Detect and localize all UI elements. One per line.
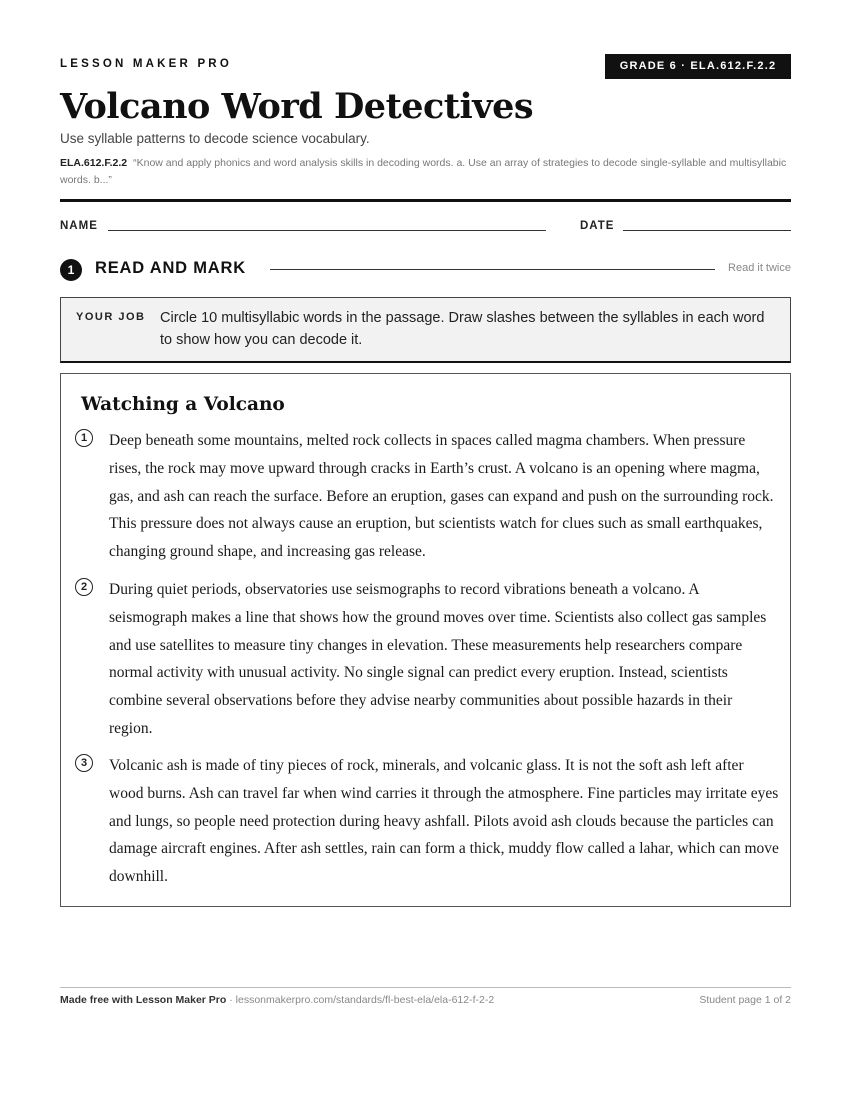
page-title: Volcano Word Detectives [60, 86, 534, 127]
paragraph-number: 2 [75, 578, 93, 596]
page-subtitle: Use syllable patterns to decode science vocabulary. [60, 131, 370, 146]
section-title: READ AND MARK [95, 259, 246, 277]
paragraph-text: Volcanic ash is made of tiny pieces of rock, minerals, and volcanic glass. It is not the soft ash left after wood burns. Ash can travel far when wind carries it through the atmosphere. Fine particles may irritate eyes and lungs, so people need protection during heavy ashfall. Pilots avoid ash clouds because the particles can damage aircraft engines. After ash settles, rain can form a thick, muddy flow called a lahar, which can move downhill. [109, 757, 779, 886]
section-number-badge: 1 [60, 259, 82, 281]
footer-credit: Made free with Lesson Maker Pro · lessonmakerpro.com/standards/fl-best-ela/ela-612-f-2-2 [60, 994, 495, 1006]
passage-title: Watching a Volcano [81, 394, 285, 415]
date-field[interactable] [623, 230, 791, 231]
standard-text: “Know and apply phonics and word analysis skills in decoding words. a. Use an array of strategies to decode single-syllable and multisyllabic words. b...” [60, 157, 787, 186]
section-divider [270, 269, 715, 270]
section-header [60, 258, 791, 280]
standard-description [60, 155, 791, 189]
grade-badge: GRADE 6 · ELA.612.F.2.2 [605, 54, 791, 79]
brand-name: LESSON MAKER PRO [60, 58, 232, 70]
paragraph-number: 1 [75, 429, 93, 447]
paragraph-number: 3 [75, 754, 93, 772]
paragraph-text: During quiet periods, observatories use seismographs to record vibrations beneath a volcano. A seismograph makes a line that shows how the ground moves over time. Scientists also collect gas samples and use satellites to measure tiny changes in elevation. These measurements help researchers compare normal activity with unusual activity. No single signal can predict every eruption. Instead, scientists combine several observations before they advise nearby communities about possible hazards in their region. [109, 581, 767, 737]
standard-code: ELA.612.F.2.2 [60, 157, 128, 169]
date-label: DATE [580, 220, 615, 232]
name-field[interactable] [108, 230, 546, 231]
footer-page-info: Student page 1 of 2 [699, 994, 791, 1006]
worksheet-page [60, 0, 791, 1100]
name-label: NAME [60, 220, 98, 232]
reading-passage [60, 373, 791, 907]
section-note: Read it twice [728, 262, 791, 274]
name-date-row [60, 219, 791, 235]
footer-divider [60, 987, 791, 988]
footer-url[interactable]: lessonmakerpro.com/standards/fl-best-ela/ela-612-f-2-2 [235, 994, 495, 1006]
your-job-instructions: Circle 10 multisyllabic words in the passage. Draw slashes between the syllables in each word to show how you can decode it. [160, 310, 765, 348]
paragraph-text: Deep beneath some mountains, melted rock collects in spaces called magma chambers. When pressure rises, the rock may move upward through cracks in Earth’s crust. A volcano is an opening where magma, gas, and ash can reach the surface. Before an eruption, gases can expand and push on the surrounding rock. This pressure does not always cause an eruption, but scientists watch for clues such as small earthquakes, changing ground shape, and increasing gas release. [109, 432, 774, 561]
your-job-label: YOUR JOB [76, 311, 146, 323]
header-divider [60, 199, 791, 202]
your-job-box [60, 297, 791, 363]
footer-made-with: Made free with Lesson Maker Pro [60, 994, 227, 1006]
